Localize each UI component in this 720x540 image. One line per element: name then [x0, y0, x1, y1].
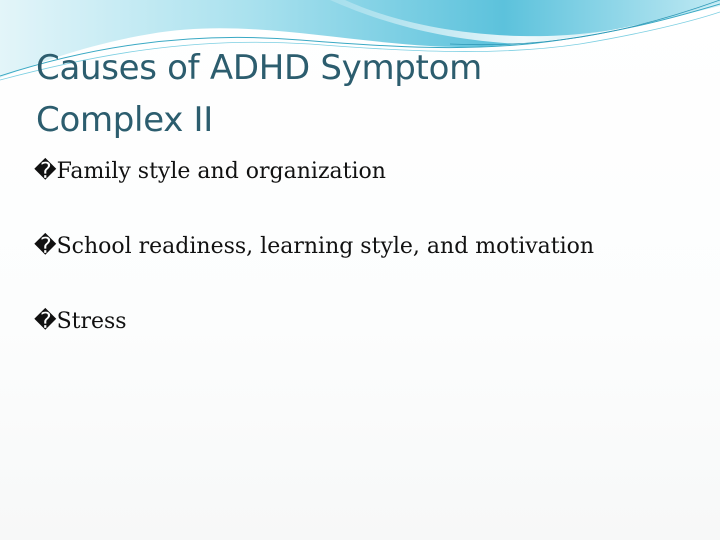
slide-title: Causes of ADHD Symptom Complex II — [36, 48, 482, 140]
bullet-marker-icon: � — [34, 309, 57, 334]
bullet-item — [34, 230, 704, 263]
bullet-item — [34, 155, 704, 188]
bullet-text: Family style and organization — [56, 159, 386, 184]
bullet-marker-icon: � — [34, 159, 57, 184]
bullet-text: Stress — [56, 309, 127, 334]
bullet-list — [34, 155, 704, 380]
bullet-text: School readiness, learning style, and motivation — [56, 234, 595, 259]
bullet-item — [34, 305, 704, 338]
bullet-marker-icon: � — [34, 234, 57, 259]
